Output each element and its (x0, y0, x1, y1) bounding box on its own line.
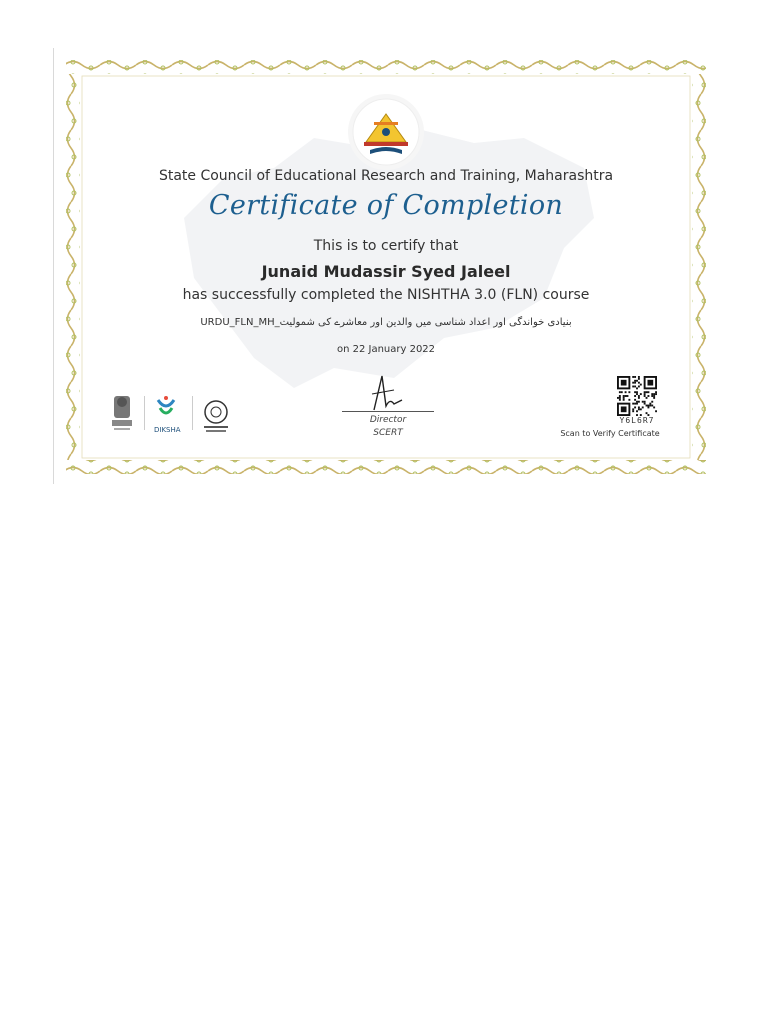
signatory-org: SCERT (373, 428, 403, 438)
course-code: URDU_FLN_MH_بنیادی خواندگی اور اعداد شناسی میں والدین اور معاشرے کی شمولیت (200, 317, 572, 328)
certificate (64, 58, 708, 476)
verification-qr-code (616, 376, 658, 416)
course-line: has successfully completed the NISHTHA 3.0 (FLN) course (182, 287, 590, 303)
diksha-logo (154, 396, 181, 434)
scert-emblem-icon (346, 92, 426, 172)
organization-name: State Council of Educational Research and Training, Maharashtra (158, 168, 614, 184)
recipient-name: Junaid Mudassir Syed Jaleel (261, 262, 511, 281)
national-emblem-icon (112, 396, 132, 430)
diksha-label: DIKSHA (154, 426, 181, 434)
signatory-role: Director (369, 415, 407, 425)
certificate-title: Certificate of Completion (208, 190, 564, 221)
page-edge (53, 48, 54, 484)
azadi-ka-amrit-mahotsav-logo (204, 401, 228, 432)
verification-code: Y6L6R7 (619, 416, 655, 425)
scan-to-verify-text: Scan to Verify Certificate (560, 429, 660, 438)
signature-line (342, 411, 434, 412)
certify-line: This is to certify that (313, 238, 459, 254)
completion-date: on 22 January 2022 (336, 344, 436, 355)
director-signature (364, 370, 404, 414)
partner-logos (108, 392, 238, 438)
